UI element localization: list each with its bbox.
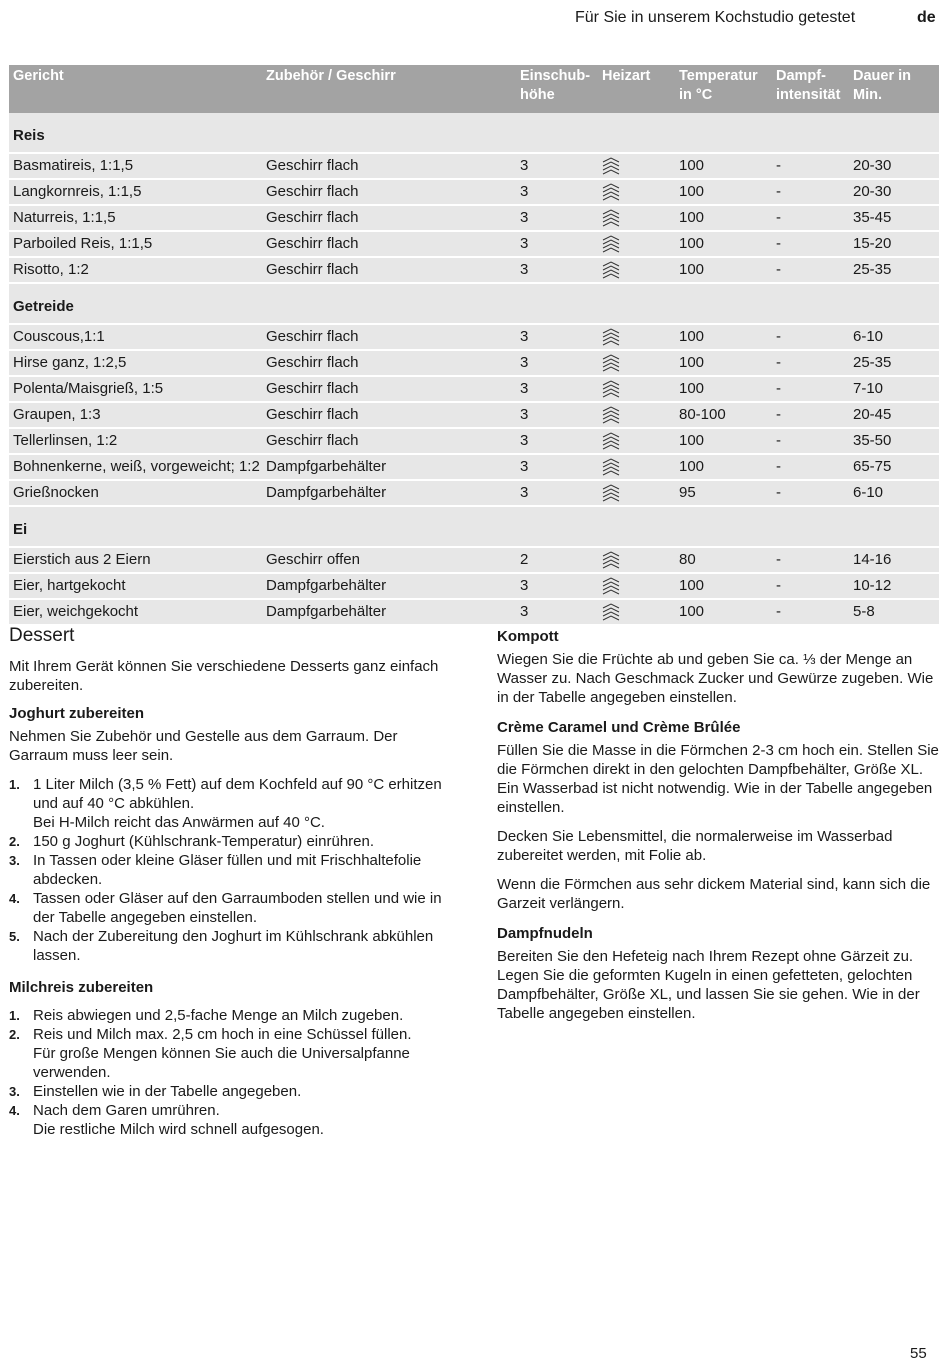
table-row — [9, 232, 939, 258]
table-cell: 100 — [675, 574, 772, 600]
step-number: 4. — [9, 1103, 20, 1118]
list-item — [9, 775, 449, 832]
table-cell: 10-12 — [849, 574, 939, 600]
step-number: 4. — [9, 891, 20, 906]
table-row — [9, 180, 939, 206]
column-header: Dauer in Min. — [849, 65, 939, 113]
table-cell: - — [772, 206, 849, 232]
steam-icon — [602, 551, 620, 569]
step-text: Einstellen wie in der Tabelle angegeben. — [33, 1083, 302, 1100]
table-cell: Eier, weichgekocht — [9, 600, 262, 626]
table-cell: Geschirr offen — [262, 548, 516, 574]
table-cell — [598, 403, 675, 429]
step-number: 5. — [9, 929, 20, 944]
table-cell — [598, 481, 675, 507]
table-cell — [598, 154, 675, 180]
table-cell: Dampfgarbehälter — [262, 600, 516, 626]
column-header: Gericht — [9, 65, 262, 113]
dampfnudeln-text: Bereiten Sie den Hefeteig nach Ihrem Rezept ohne Gärzeit zu. Legen Sie die geformten Kugeln in einen gefetteten, gelochten Dampfbehälter, Größe XL, und lassen Sie sie gehen. Wie in der Tabelle angegeben einstellen. — [497, 948, 920, 1022]
table-cell: 25-35 — [849, 351, 939, 377]
creme-text-3: Wenn die Förmchen aus sehr dickem Material sind, kann sich die Garzeit verlängern. — [497, 876, 931, 912]
steam-icon — [602, 484, 620, 502]
table-cell: 100 — [675, 351, 772, 377]
table-cell — [598, 548, 675, 574]
table-cell: Bohnenkerne, weiß, vorgeweicht; 1:2 — [9, 455, 262, 481]
creme-text-2: Decken Sie Lebensmittel, die normalerweise im Wasserbad zubereitet werden, mit Folie ab. — [497, 828, 893, 864]
table-cell: 6-10 — [849, 325, 939, 351]
table-cell: 3 — [516, 154, 598, 180]
list-item — [9, 889, 449, 927]
steam-icon — [602, 577, 620, 595]
steam-icon — [602, 261, 620, 279]
steam-icon — [602, 183, 620, 201]
table-cell: 65-75 — [849, 455, 939, 481]
table-cell: 3 — [516, 206, 598, 232]
kompott-text: Wiegen Sie die Früchte ab und geben Sie ca. ⅓ der Menge an Wasser zu. Nach Geschmack Zucker und Gewürze zugeben. Wie in der Tabelle angegeben einstellen. — [497, 651, 934, 706]
table-cell: 3 — [516, 258, 598, 284]
table-cell: 3 — [516, 180, 598, 206]
table-cell: - — [772, 232, 849, 258]
list-item — [9, 927, 449, 965]
table-cell: Basmatireis, 1:1,5 — [9, 154, 262, 180]
list-item — [9, 851, 449, 889]
table-cell: 100 — [675, 154, 772, 180]
table-header-row — [9, 65, 939, 113]
table-cell: - — [772, 377, 849, 403]
table-row — [9, 325, 939, 351]
table-row — [9, 258, 939, 284]
table-cell: Geschirr flach — [262, 377, 516, 403]
table-cell: Hirse ganz, 1:2,5 — [9, 351, 262, 377]
table-cell — [598, 232, 675, 258]
column-header: Heizart — [598, 65, 675, 113]
table-cell — [598, 574, 675, 600]
table-group-row — [9, 113, 939, 154]
table-cell — [598, 258, 675, 284]
table-cell: 3 — [516, 455, 598, 481]
step-text: Nach dem Garen umrühren. — [33, 1102, 220, 1119]
table-cell: 20-30 — [849, 180, 939, 206]
table-cell: 5-8 — [849, 600, 939, 626]
table-row — [9, 481, 939, 507]
table-cell: Grießnocken — [9, 481, 262, 507]
table-cell: 3 — [516, 574, 598, 600]
table-cell — [598, 600, 675, 626]
table-cell: - — [772, 548, 849, 574]
table-cell: Geschirr flach — [262, 429, 516, 455]
column-header: Einschub- höhe — [516, 65, 598, 113]
table-row — [9, 455, 939, 481]
list-item — [9, 1082, 449, 1101]
heading-joghurt: Joghurt zubereiten — [9, 705, 145, 722]
dessert-intro: Mit Ihrem Gerät können Sie verschiedene Desserts ganz einfach zubereiten. — [9, 658, 439, 694]
table-cell: Dampfgarbehälter — [262, 455, 516, 481]
table-cell: - — [772, 180, 849, 206]
table-cell: Geschirr flach — [262, 232, 516, 258]
section-title-dessert: Dessert — [9, 625, 75, 646]
table-cell: 100 — [675, 180, 772, 206]
table-cell: - — [772, 325, 849, 351]
steam-icon — [602, 406, 620, 424]
group-label: Ei — [9, 507, 939, 548]
table-cell — [598, 180, 675, 206]
step-text: Reis abwiegen und 2,5-fache Menge an Milch zugeben. — [33, 1007, 404, 1024]
table-row — [9, 429, 939, 455]
table-cell: Parboiled Reis, 1:1,5 — [9, 232, 262, 258]
column-header: Temperatur in °C — [675, 65, 772, 113]
steam-icon — [602, 432, 620, 450]
table-cell: 7-10 — [849, 377, 939, 403]
step-number: 2. — [9, 1027, 20, 1042]
step-number: 1. — [9, 777, 20, 792]
table-cell: - — [772, 574, 849, 600]
table-cell: 20-30 — [849, 154, 939, 180]
page-number: 55 — [910, 1345, 927, 1362]
step-text: Reis und Milch max. 2,5 cm hoch in eine Schüssel füllen. — [33, 1026, 412, 1043]
table-cell: Couscous,1:1 — [9, 325, 262, 351]
table-cell: Eierstich aus 2 Eiern — [9, 548, 262, 574]
table-cell: Geschirr flach — [262, 258, 516, 284]
list-item — [9, 832, 449, 851]
table-cell: 35-50 — [849, 429, 939, 455]
table-cell: 3 — [516, 600, 598, 626]
page-header — [0, 0, 950, 40]
table-row — [9, 574, 939, 600]
table-row — [9, 154, 939, 180]
step-note: Bei H-Milch reicht das Anwärmen auf 40 °C. — [33, 814, 325, 831]
list-item — [9, 1101, 449, 1139]
table-cell — [598, 377, 675, 403]
table-cell: 100 — [675, 232, 772, 258]
group-label: Getreide — [9, 284, 939, 325]
table-cell: 20-45 — [849, 403, 939, 429]
table-cell: Geschirr flach — [262, 403, 516, 429]
table-cell: 3 — [516, 481, 598, 507]
table-cell — [598, 429, 675, 455]
header-title: Für Sie in unserem Kochstudio getestet — [575, 9, 856, 26]
table-cell: Geschirr flach — [262, 325, 516, 351]
table-cell: Naturreis, 1:1,5 — [9, 206, 262, 232]
joghurt-intro: Nehmen Sie Zubehör und Gestelle aus dem Garraum. Der Garraum muss leer sein. — [9, 728, 398, 764]
table-cell: - — [772, 258, 849, 284]
table-row — [9, 548, 939, 574]
table-cell: Geschirr flach — [262, 154, 516, 180]
table-cell: Eier, hartgekocht — [9, 574, 262, 600]
step-note: Die restliche Milch wird schnell aufgesogen. — [33, 1121, 324, 1138]
step-text: Tassen oder Gläser auf den Garraumboden stellen und wie in der Tabelle angegeben einstellen. — [33, 890, 442, 926]
milchreis-steps — [9, 1006, 449, 1139]
table-cell: 3 — [516, 232, 598, 258]
heading-kompott: Kompott — [497, 628, 559, 645]
step-text: 150 g Joghurt (Kühlschrank-Temperatur) einrühren. — [33, 833, 375, 850]
list-item — [9, 1025, 449, 1082]
table-cell: Geschirr flach — [262, 206, 516, 232]
steam-icon — [602, 328, 620, 346]
steam-icon — [602, 458, 620, 476]
table-cell: - — [772, 154, 849, 180]
table-cell: - — [772, 455, 849, 481]
table-cell: 3 — [516, 325, 598, 351]
right-column — [497, 628, 942, 1033]
table-cell: Dampfgarbehälter — [262, 481, 516, 507]
group-label: Reis — [9, 113, 939, 154]
table-cell: 100 — [675, 206, 772, 232]
table-cell: 100 — [675, 377, 772, 403]
table-cell: 100 — [675, 429, 772, 455]
steam-icon — [602, 603, 620, 621]
steam-icon — [602, 354, 620, 372]
table-cell: 100 — [675, 600, 772, 626]
table-cell: 3 — [516, 377, 598, 403]
table-cell — [598, 351, 675, 377]
table-cell: 95 — [675, 481, 772, 507]
table-cell: Risotto, 1:2 — [9, 258, 262, 284]
table-cell: 100 — [675, 455, 772, 481]
table-cell: - — [772, 481, 849, 507]
table-cell: 25-35 — [849, 258, 939, 284]
table-cell: Graupen, 1:3 — [9, 403, 262, 429]
column-header: Zubehör / Geschirr — [262, 65, 516, 113]
table-cell: 100 — [675, 258, 772, 284]
table-cell: 2 — [516, 548, 598, 574]
table-row — [9, 600, 939, 626]
table-cell: - — [772, 600, 849, 626]
table-cell: Tellerlinsen, 1:2 — [9, 429, 262, 455]
step-number: 1. — [9, 1008, 20, 1023]
table-cell: - — [772, 351, 849, 377]
table-cell: Langkornreis, 1:1,5 — [9, 180, 262, 206]
table-cell: 100 — [675, 325, 772, 351]
column-header: Dampf- intensität — [772, 65, 849, 113]
table-cell: - — [772, 403, 849, 429]
table-cell: 3 — [516, 429, 598, 455]
table-cell — [598, 455, 675, 481]
heading-milchreis: Milchreis zubereiten — [9, 979, 154, 996]
table-cell — [598, 206, 675, 232]
table-cell: - — [772, 429, 849, 455]
joghurt-steps — [9, 775, 449, 965]
table-row — [9, 377, 939, 403]
table-cell: 14-16 — [849, 548, 939, 574]
table-cell: Dampfgarbehälter — [262, 574, 516, 600]
step-text: In Tassen oder kleine Gläser füllen und mit Frischhaltefolie abdecken. — [33, 852, 422, 888]
table-cell: Geschirr flach — [262, 351, 516, 377]
table-body — [9, 113, 939, 626]
steam-icon — [602, 209, 620, 227]
table-row — [9, 403, 939, 429]
heading-creme: Crème Caramel und Crème Brûlée — [497, 719, 741, 736]
language-code: de — [917, 9, 936, 26]
left-column — [9, 625, 449, 1153]
steam-icon — [602, 380, 620, 398]
cooking-table — [9, 65, 939, 626]
step-note: Für große Mengen können Sie auch die Universalpfanne verwenden. — [33, 1045, 410, 1081]
table-group-row — [9, 507, 939, 548]
step-number: 3. — [9, 1084, 20, 1099]
step-number: 3. — [9, 853, 20, 868]
table-row — [9, 351, 939, 377]
table-cell: Geschirr flach — [262, 180, 516, 206]
step-text: 1 Liter Milch (3,5 % Fett) auf dem Kochfeld auf 90 °C erhitzen und auf 40 °C abkühlen. — [33, 776, 442, 812]
steam-icon — [602, 157, 620, 175]
step-number: 2. — [9, 834, 20, 849]
table-cell: 6-10 — [849, 481, 939, 507]
step-text: Nach der Zubereitung den Joghurt im Kühlschrank abkühlen lassen. — [33, 928, 434, 964]
creme-text-1: Füllen Sie die Masse in die Förmchen 2-3 cm hoch ein. Stellen Sie die Förmchen direkt in den gelochten Dampfbehälter, Größe XL. Ein Wasserbad ist nicht notwendig. Wie in der Tabelle angegeben einstellen. — [497, 742, 939, 816]
heading-dampfnudeln: Dampfnudeln — [497, 925, 593, 942]
table-cell: 15-20 — [849, 232, 939, 258]
table-cell: 80-100 — [675, 403, 772, 429]
table-cell: 80 — [675, 548, 772, 574]
table-cell: 3 — [516, 351, 598, 377]
steam-icon — [602, 235, 620, 253]
table-cell: Polenta/Maisgrieß, 1:5 — [9, 377, 262, 403]
table-row — [9, 206, 939, 232]
table-cell: 3 — [516, 403, 598, 429]
table-group-row — [9, 284, 939, 325]
table-cell: 35-45 — [849, 206, 939, 232]
table-cell — [598, 325, 675, 351]
list-item — [9, 1006, 449, 1025]
